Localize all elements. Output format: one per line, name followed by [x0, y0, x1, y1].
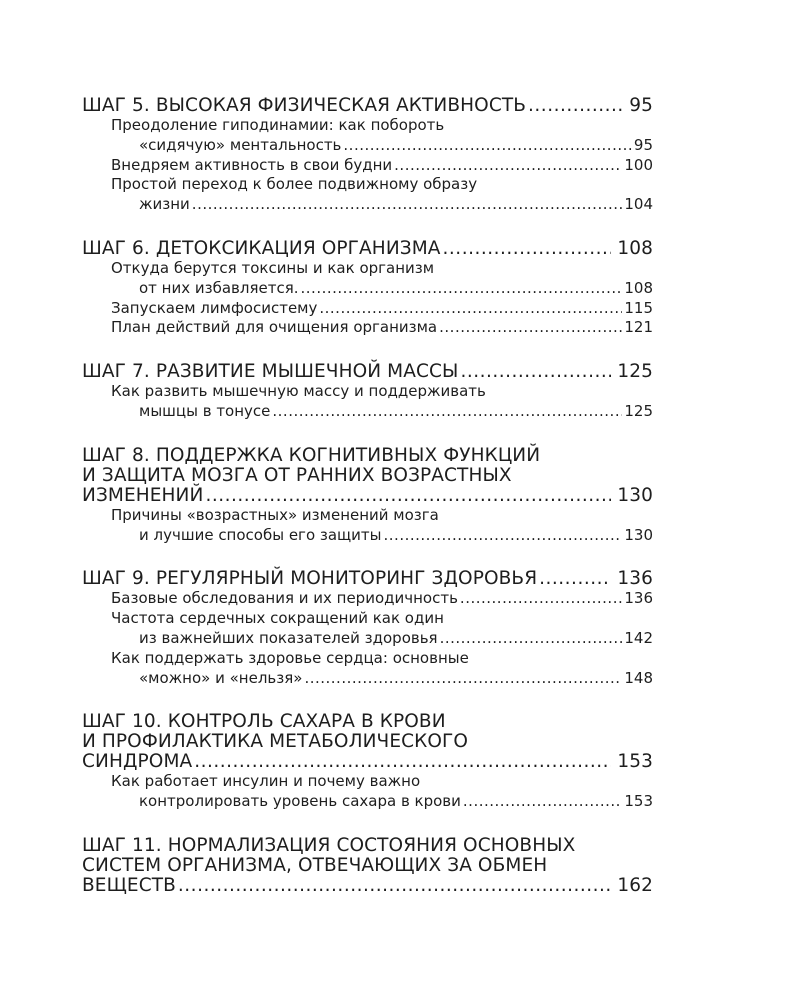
chapter-heading-line: [82, 466, 653, 486]
toc-entry-page-number: 136: [624, 589, 653, 608]
toc-entry-text: из важнейших показателей здоровья: [139, 628, 438, 647]
toc-entry-line: [111, 299, 653, 319]
toc-entry-line: [111, 629, 653, 649]
chapter-heading[interactable]: [82, 362, 653, 382]
toc-entry-line: [111, 279, 653, 299]
chapter-heading-line: [82, 96, 653, 116]
dot-leader: [394, 156, 622, 175]
toc-entry-text: «можно» и «нельзя»: [139, 668, 303, 687]
dot-leader: [460, 362, 611, 382]
toc-entry-page-number: 95: [633, 135, 653, 154]
toc-entry[interactable]: [82, 175, 653, 215]
dot-leader: [440, 629, 623, 648]
chapter-heading-line: [82, 752, 653, 772]
toc-chapter: [82, 362, 653, 422]
toc-entry[interactable]: [82, 382, 653, 422]
chapter-heading-line: [82, 446, 653, 466]
toc-entry-text: Внедряем активность в свои будни: [111, 155, 393, 174]
chapter-page-number: 125: [617, 361, 653, 383]
chapter-heading-text: ШАГ 6. ДЕТОКСИКАЦИЯ ОРГАНИЗМА: [82, 237, 441, 259]
toc-entry-page-number: 108: [624, 278, 653, 297]
chapter-heading-text: ШАГ 7. РАЗВИТИЕ МЫШЕЧНОЙ МАССЫ: [82, 361, 459, 383]
toc-entry[interactable]: [82, 156, 653, 176]
dot-leader: [301, 279, 623, 298]
chapter-heading-text: И ЗАЩИТА МОЗГА ОТ РАННИХ ВОЗРАСТНЫХ: [82, 464, 512, 486]
toc-entry[interactable]: [82, 589, 653, 609]
chapter-heading-text: СИСТЕМ ОРГАНИЗМА, ОТВЕЧАЮЩИХ ЗА ОБМЕН: [82, 854, 548, 876]
chapter-heading[interactable]: [82, 446, 653, 506]
toc-entry[interactable]: [82, 506, 653, 546]
dot-leader: [463, 792, 622, 811]
toc-entry[interactable]: [82, 299, 653, 319]
dot-leader: [528, 96, 623, 116]
toc-entry-line: [111, 318, 653, 338]
toc-entry-line: [111, 195, 653, 215]
toc-chapter: [82, 239, 653, 338]
toc-entry-line: [111, 526, 653, 546]
toc-entry-text: «сидячую» ментальность: [139, 135, 342, 154]
toc-entry-page-number: 142: [624, 628, 653, 647]
toc-entry-line: [111, 116, 653, 136]
chapter-heading-text: СИНДРОМА: [82, 751, 193, 773]
toc-entry-line: [111, 772, 653, 792]
chapter-heading[interactable]: [82, 836, 653, 896]
toc-entry-page-number: 115: [624, 298, 653, 317]
chapter-page-number: 162: [617, 874, 653, 896]
toc-entry-text: Как работает инсулин и почему важно: [111, 772, 421, 791]
table-of-contents: [82, 96, 653, 896]
chapter-heading-text: ШАГ 8. ПОДДЕРЖКА КОГНИТИВНЫХ ФУНКЦИЙ: [82, 444, 541, 466]
toc-entry-line: [111, 175, 653, 195]
toc-entry-line: [111, 259, 653, 279]
dot-leader: [205, 486, 611, 506]
dot-leader: [304, 669, 622, 688]
dot-leader: [343, 136, 632, 155]
chapter-heading-line: [82, 239, 653, 259]
toc-entry-text: Преодоление гиподинамии: как побороть: [111, 116, 445, 134]
toc-entry-line: [111, 506, 653, 526]
toc-entry-page-number: 121: [624, 318, 653, 337]
toc-entry-text: Как развить мышечную массу и поддерживать: [111, 382, 486, 401]
toc-entry[interactable]: [82, 318, 653, 338]
chapter-heading-text: И ПРОФИЛАКТИКА МЕТАБОЛИЧЕСКОГО: [82, 731, 469, 753]
toc-entry-page-number: 153: [624, 792, 653, 811]
toc-chapter: [82, 446, 653, 546]
chapter-heading[interactable]: [82, 569, 653, 589]
toc-entry-page-number: 104: [624, 195, 653, 214]
dot-leader: [319, 299, 622, 318]
toc-entry-line: [111, 609, 653, 629]
toc-entry[interactable]: [82, 609, 653, 649]
toc-entry-line: [111, 382, 653, 402]
toc-entry-text: Запускаем лимфосистему: [111, 298, 318, 317]
dot-leader: [192, 195, 623, 214]
toc-entry[interactable]: [82, 259, 653, 299]
dot-leader: [194, 752, 611, 772]
dot-leader: [439, 318, 622, 337]
chapter-page-number: 130: [617, 484, 653, 506]
chapter-page-number: 153: [617, 751, 653, 773]
dot-leader: [384, 526, 623, 545]
toc-entry-text: План действий для очищения организма: [111, 318, 438, 337]
toc-entry-text: мышцы в тонусе: [139, 401, 271, 420]
toc-entry-page-number: 148: [624, 668, 653, 687]
chapter-heading[interactable]: [82, 239, 653, 259]
dot-leader: [460, 589, 622, 608]
toc-entry-line: [111, 792, 653, 812]
toc-entry-line: [111, 669, 653, 689]
toc-entry-line: [111, 649, 653, 669]
chapter-heading-line: [82, 856, 653, 876]
toc-entry-text: жизни: [139, 195, 190, 214]
chapter-heading-text: ВЕЩЕСТВ: [82, 874, 176, 896]
toc-chapter: [82, 569, 653, 688]
toc-entry-text: контролировать уровень сахара в крови: [139, 792, 461, 811]
toc-entry-text: Базовые обследования и их периодичность: [111, 589, 458, 608]
toc-chapter: [82, 96, 653, 215]
toc-entry[interactable]: [82, 649, 653, 689]
toc-entry-line: [111, 402, 653, 422]
chapter-heading-text: ШАГ 5. ВЫСОКАЯ ФИЗИЧЕСКАЯ АКТИВНОСТЬ: [82, 95, 527, 116]
chapter-heading-line: [82, 836, 653, 856]
chapter-heading[interactable]: [82, 96, 653, 116]
chapter-heading-text: ШАГ 10. КОНТРОЛЬ САХАРА В КРОВИ: [82, 711, 446, 733]
toc-entry-text: Как поддержать здоровье сердца: основные: [111, 648, 469, 667]
toc-entry-line: [111, 589, 653, 609]
dot-leader: [178, 876, 611, 896]
chapter-page-number: 108: [617, 237, 653, 259]
dot-leader: [443, 239, 612, 259]
chapter-heading-text: ИЗМЕНЕНИЙ: [82, 484, 204, 506]
toc-entry-text: Откуда берутся токсины и как организм: [111, 258, 435, 277]
dot-leader: [539, 569, 611, 589]
toc-chapter: [82, 712, 653, 812]
chapter-page-number: 136: [617, 568, 653, 590]
toc-entry[interactable]: [82, 116, 653, 156]
dot-leader: [272, 402, 622, 421]
toc-entry-text: Простой переход к более подвижному образу: [111, 175, 478, 194]
toc-entry-line: [111, 136, 653, 156]
chapter-page-number: 95: [629, 95, 653, 116]
toc-entry[interactable]: [82, 772, 653, 812]
toc-entry-line: [111, 156, 653, 176]
chapter-heading-line: [82, 362, 653, 382]
toc-entry-page-number: 125: [624, 401, 653, 420]
toc-chapter: [82, 836, 653, 896]
chapter-heading-line: [82, 486, 653, 506]
toc-entry-text: и лучшие способы его защиты: [139, 525, 382, 544]
toc-entry-text: Причины «возрастных» изменений мозга: [111, 505, 439, 524]
chapter-heading-line: [82, 712, 653, 732]
chapter-heading-line: [82, 876, 653, 896]
toc-entry-text: от них избавляется.: [139, 278, 299, 297]
chapter-heading-line: [82, 569, 653, 589]
toc-entry-page-number: 130: [624, 525, 653, 544]
chapter-heading-line: [82, 732, 653, 752]
toc-entry-text: Частота сердечных сокращений как один: [111, 609, 444, 628]
chapter-heading-text: ШАГ 9. РЕГУЛЯРНЫЙ МОНИТОРИНГ ЗДОРОВЬЯ: [82, 568, 538, 590]
chapter-heading[interactable]: [82, 712, 653, 772]
chapter-heading-text: ШАГ 11. НОРМАЛИЗАЦИЯ СОСТОЯНИЯ ОСНОВНЫХ: [82, 834, 576, 856]
toc-entry-page-number: 100: [624, 155, 653, 174]
